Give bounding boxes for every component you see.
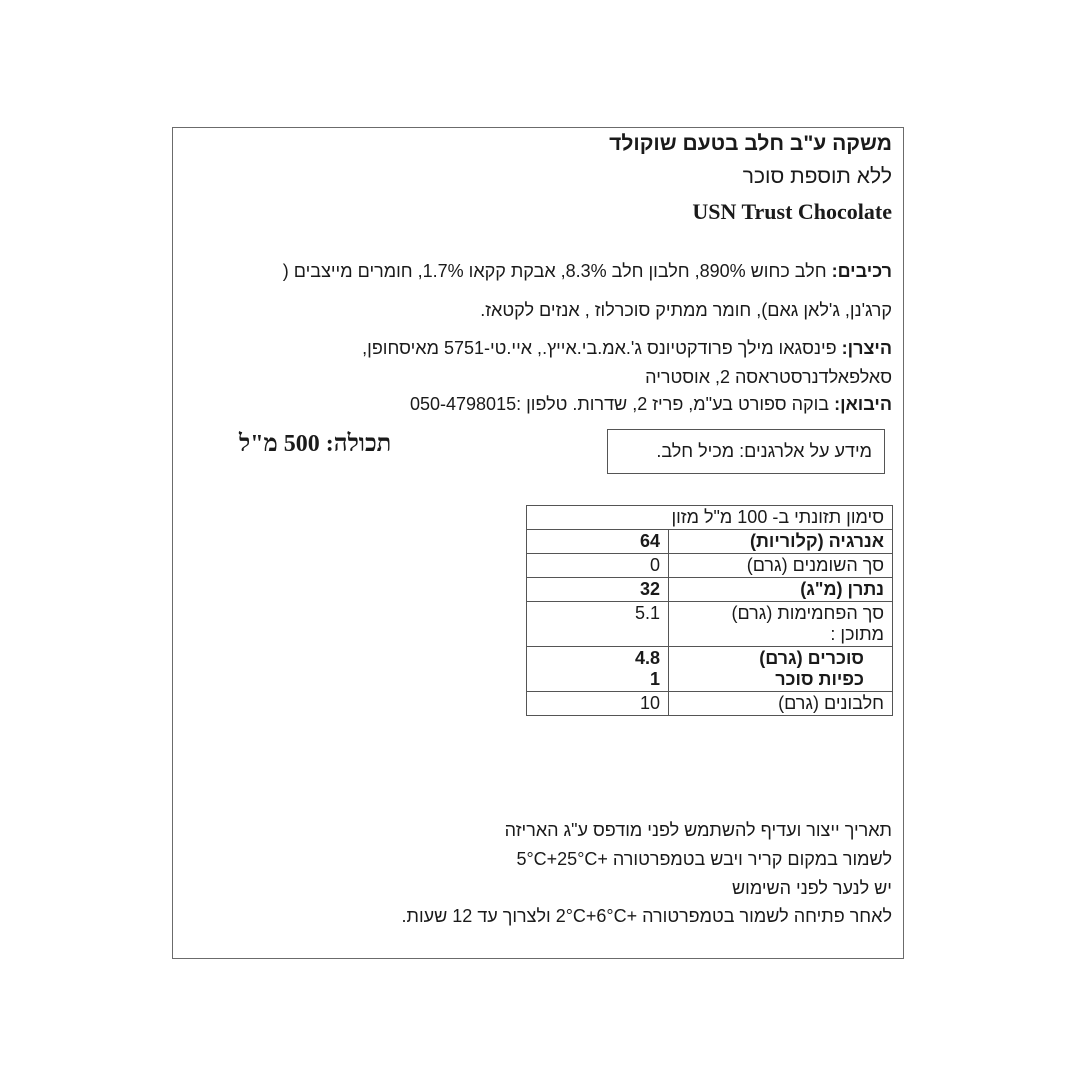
manufacturer-text-1: פינסגאו מילך פרודקטיונס ג'.אמ.בי.אייץ., איי.טי-5751 מאיסחופן, xyxy=(362,338,837,358)
table-row xyxy=(527,647,893,692)
nutrient-label xyxy=(669,647,893,692)
allergen-box: מידע על אלרגנים: מכיל חלב. xyxy=(607,429,885,474)
ingredients-line-2: קרג'נן, ג'לאן גאם), חומר ממתיק סוכרלוז , אנזים לקטאז. xyxy=(480,300,892,320)
table-row xyxy=(527,578,893,602)
footer-line-2: לשמור במקום קריר ויבש בטמפרטורה +5°C+25°C xyxy=(516,849,892,869)
table-row xyxy=(527,530,893,554)
product-name: משקה ע"ב חלב בטעם שוקולד xyxy=(609,132,892,155)
nutrient-value-main: 4.8 xyxy=(634,648,660,668)
nutrient-value: 5.1 xyxy=(527,602,669,647)
nutrient-value: 0 xyxy=(527,554,669,578)
product-label xyxy=(172,127,904,959)
nutrient-label-sub: כפיות סוכר xyxy=(775,669,864,689)
product-subtitle: ללא תוספת סוכר xyxy=(742,165,892,188)
manufacturer-label: היצרן: xyxy=(841,338,892,358)
nutrient-value: 32 xyxy=(527,578,669,602)
product-brand: USN Trust Chocolate xyxy=(692,199,892,224)
nutrient-value: 10 xyxy=(527,692,669,716)
importer-line xyxy=(410,394,892,415)
nutrient-value-sub: 1 xyxy=(649,669,660,689)
footer-line-4: לאחר פתיחה לשמור בטמפרטורה +2°C+6°C ולצרוך עד 12 שעות. xyxy=(401,906,892,926)
nutrition-header: סימון תזונתי ב- 100 מ"ל מזון xyxy=(527,506,893,530)
nutrition-table xyxy=(526,505,893,716)
manufacturer-line-2: סאלפאלדנרסטראסה 2, אוסטריה xyxy=(645,367,892,387)
manufacturer-line-1 xyxy=(362,338,892,359)
volume: תכולה: 500 מ"ל xyxy=(239,431,392,457)
footer-line-1: תאריך ייצור ועדיף להשתמש לפני מודפס ע"ג האריזה xyxy=(504,820,892,840)
ingredients-label: רכיבים: xyxy=(831,261,892,281)
nutrient-label-main: סוכרים (גרם) xyxy=(759,648,864,668)
importer-label: היבואן: xyxy=(834,394,892,414)
nutrient-label: סך השומנים (גרם) xyxy=(669,554,893,578)
footer-line-3: יש לנער לפני השימוש xyxy=(732,878,892,898)
nutrient-label: אנרגיה (קלוריות) xyxy=(669,530,893,554)
nutrient-label-sub: מתוכן : xyxy=(830,624,884,644)
nutrient-label: חלבונים (גרם) xyxy=(669,692,893,716)
nutrient-value xyxy=(527,647,669,692)
nutrient-label-main: סך הפחמימות (גרם) xyxy=(731,603,884,623)
importer-text: בוקה ספורט בע"מ, פריז 2, שדרות. טלפון :050-4798015 xyxy=(409,394,830,414)
ingredients-line-1 xyxy=(283,261,892,282)
nutrient-label xyxy=(669,602,893,647)
table-row xyxy=(527,602,893,647)
ingredients-text-1: חלב כחוש 890%, חלבון חלב 8.3%, אבקת קקאו 1.7%, חומרים מייצבים ( xyxy=(282,261,827,281)
table-row xyxy=(527,554,893,578)
table-row xyxy=(527,692,893,716)
nutrient-label: נתרן (מ"ג) xyxy=(669,578,893,602)
nutrition-header-row xyxy=(527,506,893,530)
nutrient-value: 64 xyxy=(527,530,669,554)
